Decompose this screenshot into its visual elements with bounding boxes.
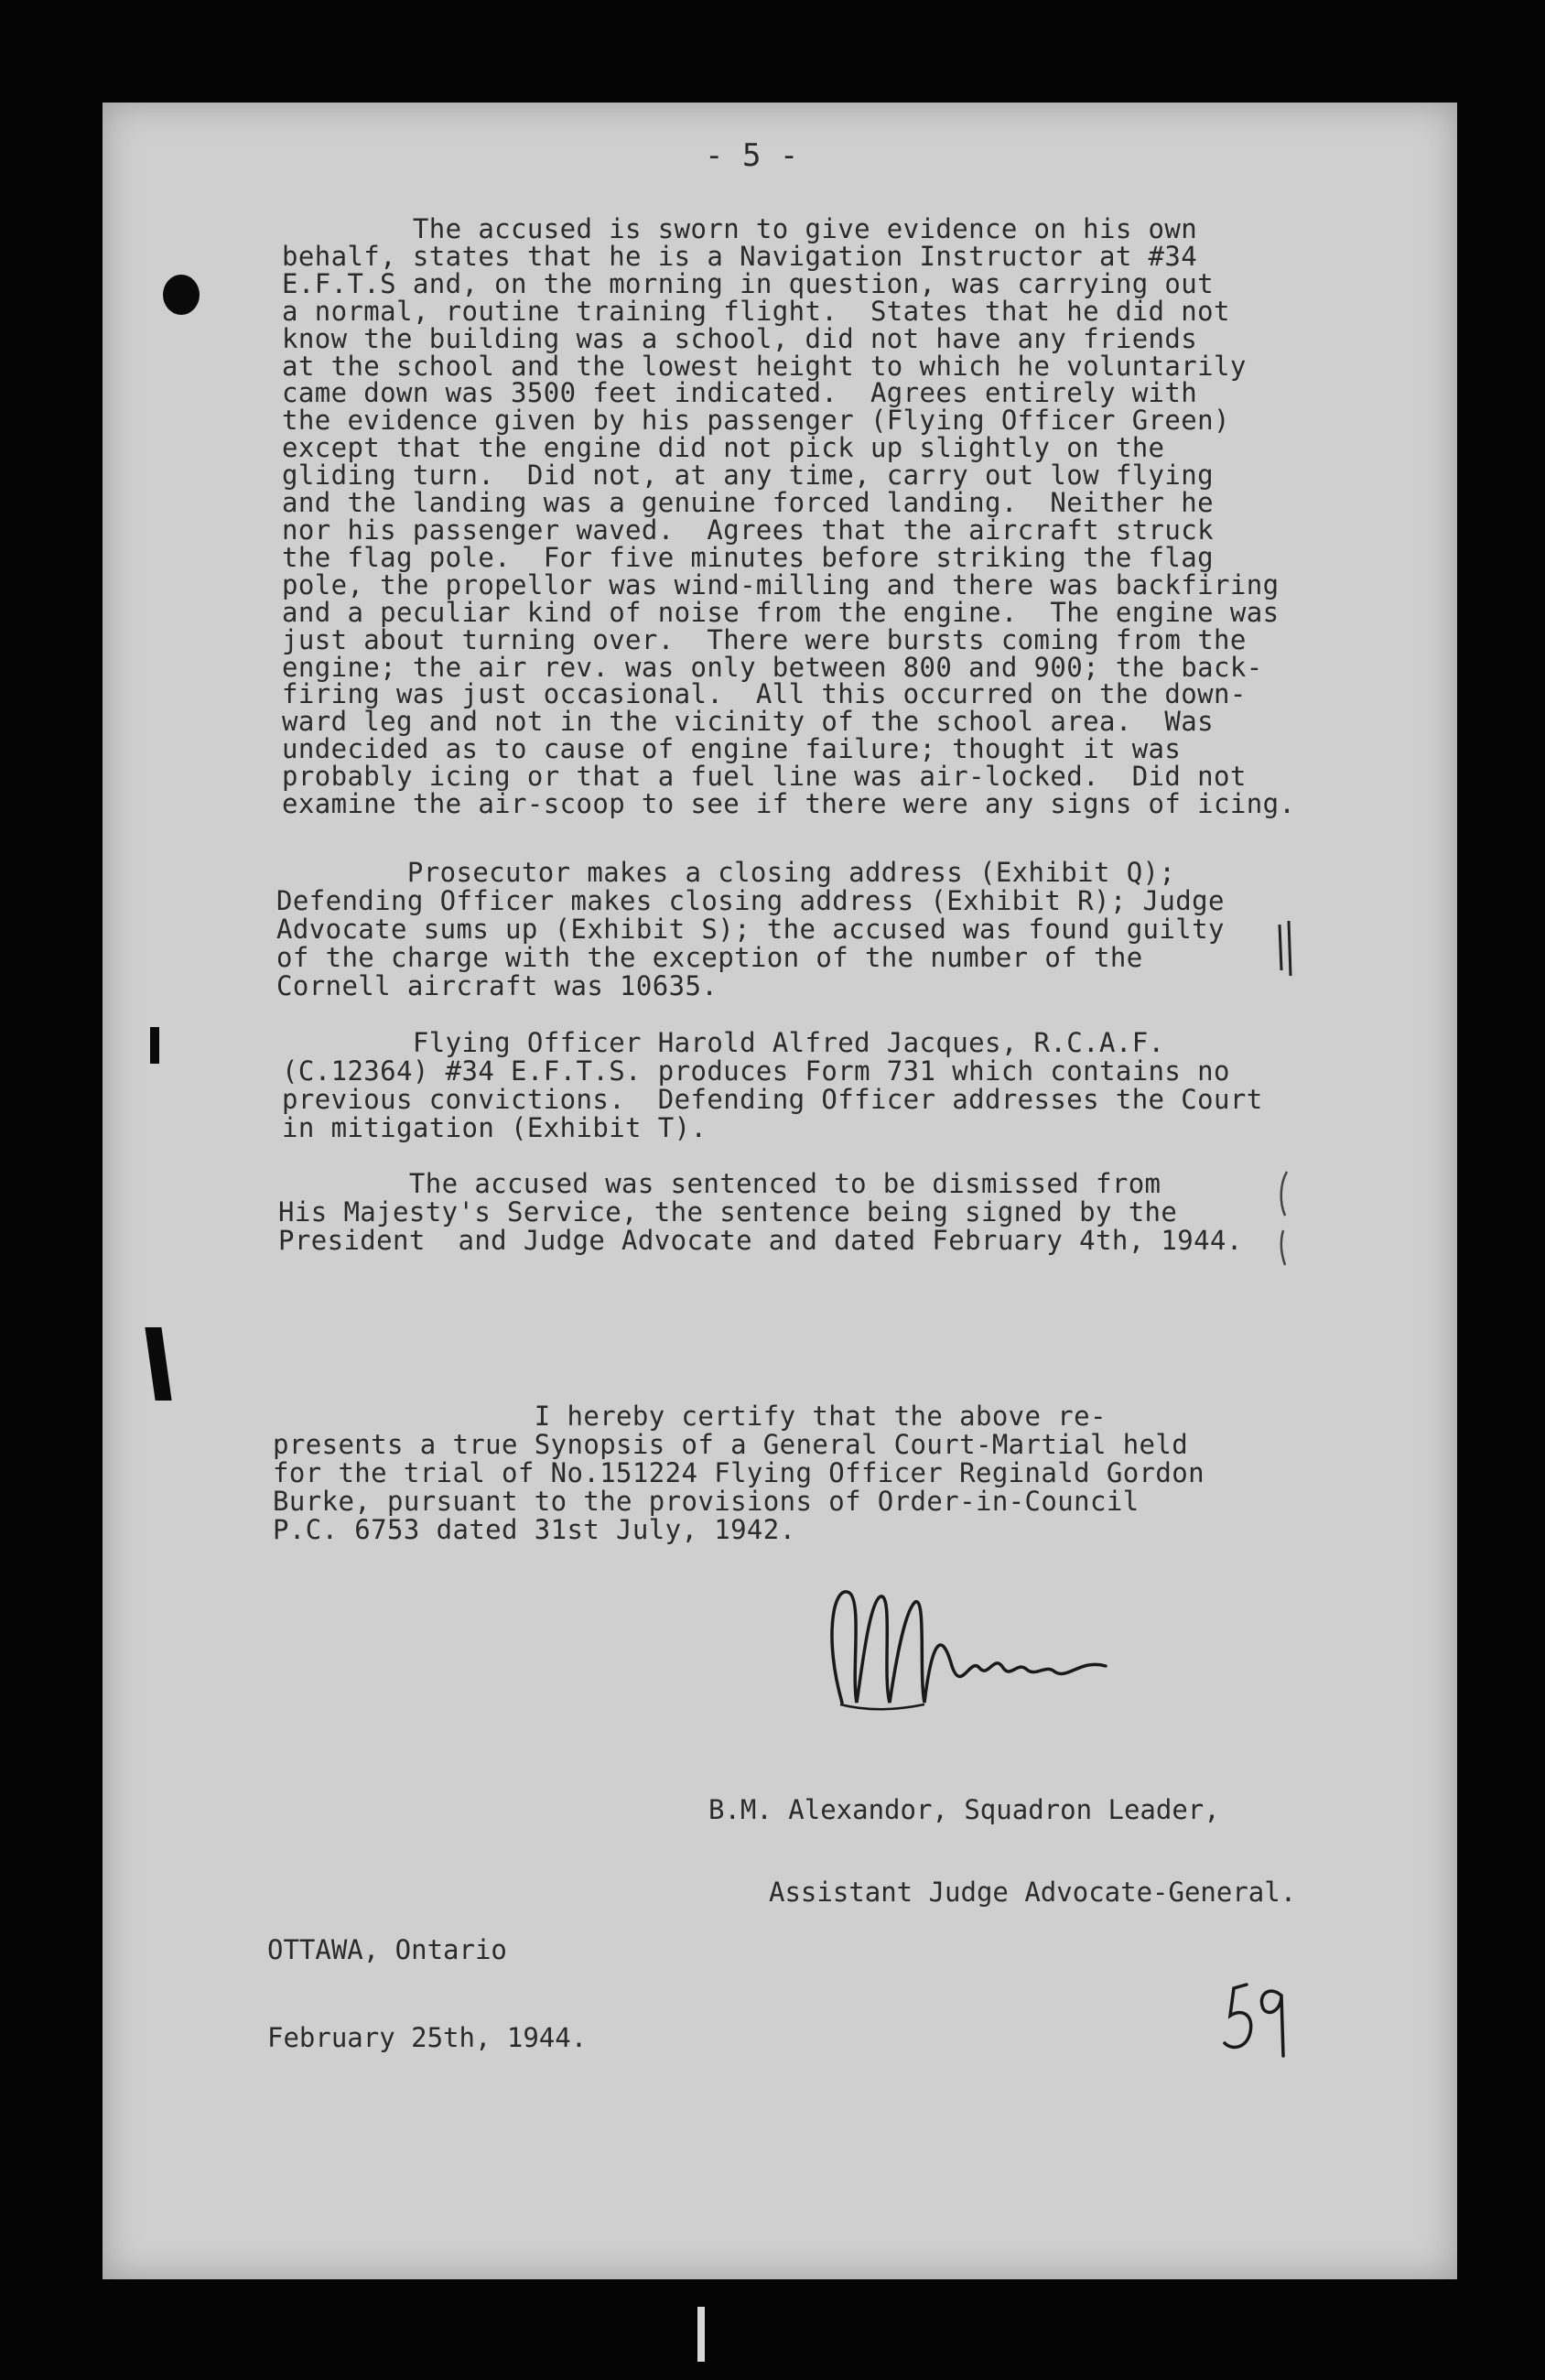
- place-and-date: [267, 1877, 587, 2082]
- margin-bracket-mark: [1272, 1166, 1300, 1276]
- handwritten-folio-number: [1217, 1968, 1291, 2069]
- handwritten-signature: [815, 1565, 1126, 1748]
- margin-bracket-mark: [1272, 915, 1300, 989]
- paragraph-certification: I hereby certify that the above re- presents a true Synopsis of a General Court-Martial held for the trial of No.151224 Flying Officer Reginald Gordon Burke, pursuant to the provisions of Order-in-Council P.C. 6753 dated 31st July, 1942.: [273, 1401, 1205, 1545]
- place-city: OTTAWA, Ontario: [267, 1934, 507, 1965]
- signatory-title: Assistant Judge Advocate-General.: [769, 1877, 1297, 1908]
- punch-hole-mark: [163, 275, 200, 315]
- paragraph-sentence: The accused was sentenced to be dismissed from His Majesty's Service, the sentence being signed by the President and Judge Advocate and dated February 4th, 1944.: [278, 1168, 1243, 1256]
- paragraph-previous-convictions: Flying Officer Harold Alfred Jacques, R.C.A.F. (C.12364) #34 E.F.T.S. produces Form 731 which contains no previous convictions. Defending Officer addresses the Court in mitigation (Exhibit T).: [282, 1027, 1263, 1143]
- signatory-name: B.M. Alexandor, Squadron Leader,: [708, 1794, 1220, 1825]
- page-number: - 5 -: [705, 137, 799, 174]
- paragraph-closing-addresses: Prosecutor makes a closing address (Exhibit Q); Defending Officer makes closing address (Exhibit R); Judge Advocate sums up (Exhibit S); the accused was found guilty of the charge with the exception of the number of the Cornell aircraft was 10635.: [276, 857, 1225, 1001]
- scan-artifact: [150, 1027, 159, 1064]
- scan-artifact: [697, 2307, 705, 2362]
- signatory-block: [708, 1741, 1296, 1933]
- paragraph-accused-evidence: The accused is sworn to give evidence on his own behalf, states that he is a Navigation Instructor at #34 E.F.T.S and, on the morning in question, was carrying out a normal, routine training flight. States that he did not know the building was a school, did not have any friends at the school and the lowest height to which he voluntarily came down was 3500 feet indicated. Agrees entirely with the evidence given by his passenger (Flying Officer Green) except that the engine did not pick up slightly on the gliding turn. Did not, at any time, carry out low flying and the landing was a genuine forced landing. Neither he nor his passenger waved. Agrees that the aircraft struck the flag pole. For five minutes before striking the flag pole, the propellor was wind-milling and there was backfiring and a peculiar kind of noise from the engine. The engine was just about turning over. There were bursts coming from the engine; the air rev. was only between 800 and 900; the back- firing was just occasional. All this occurred on the down- ward leg and not in the vicinity of the school area. Was undecided as to cause of engine failure; thought it was probably icing or that a fuel line was air-locked. Did not examine the air-scoop to see if there were any signs of icing.: [282, 213, 1296, 820]
- place-date: February 25th, 1944.: [267, 2022, 588, 2053]
